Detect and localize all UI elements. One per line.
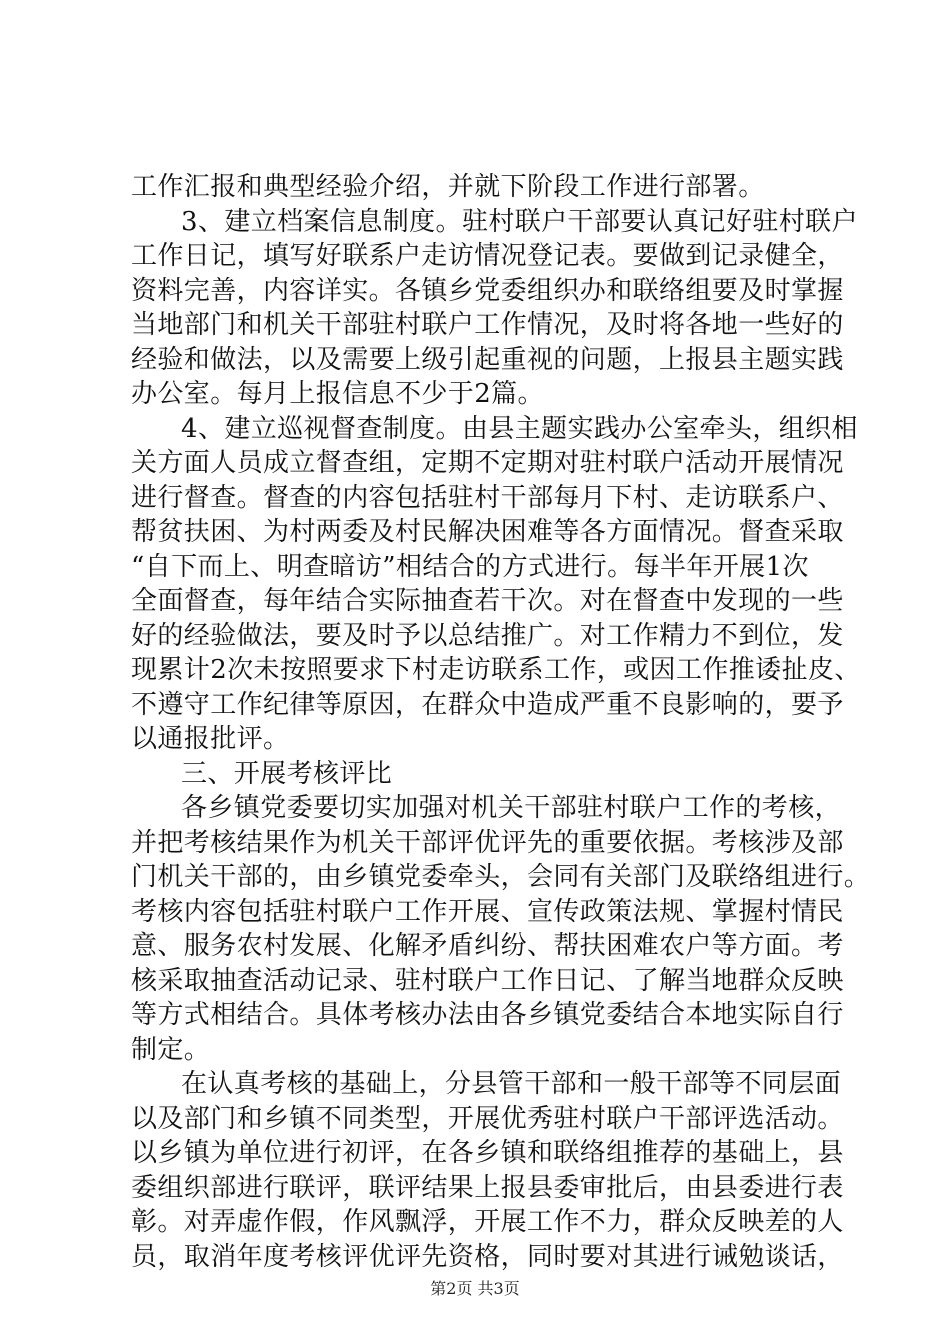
text-line: 门机关干部的，由乡镇党委牵头，会同有关部门及联络组进行。 <box>131 862 871 892</box>
text-line: 以乡镇为单位进行初评，在各乡镇和联络组推荐的基础上，县 <box>131 1138 844 1168</box>
text-line: 在认真考核的基础上，分县管干部和一般干部等不同层面 <box>181 1069 842 1099</box>
text-line: “自下而上、明查暗访”相结合的方式进行。每半年开展1次 <box>131 551 809 582</box>
text-line: 好的经验做法，要及时予以总结推广。对工作精力不到位，发 <box>131 620 844 651</box>
text-line: 彰。对弄虚作假，作风飘浮，开展工作不力，群众反映差的人 <box>131 1207 844 1237</box>
text-line: 现累计2次未按照要求下村走访联系工作，或因工作推诿扯皮、 <box>131 655 861 685</box>
text-line: 各乡镇党委要切实加强对机关干部驻村联户工作的考核， <box>181 793 842 823</box>
text-line: 意、服务农村发展、化解矛盾纠纷、帮扶困难农户等方面。考 <box>131 931 844 961</box>
text-line: 进行督查。督查的内容包括驻村干部每月下村、走访联系户、 <box>131 482 844 513</box>
text-line: 以及部门和乡镇不同类型，开展优秀驻村联户干部评选活动。 <box>131 1103 844 1134</box>
text-line: 办公室。每月上报信息不少于2篇。 <box>131 379 544 409</box>
text-line: 以通报批评。 <box>131 724 290 754</box>
text-line: 委组织部进行联评，联评结果上报县委审批后，由县委进行表 <box>131 1172 844 1203</box>
text-line: 并把考核结果作为机关干部评优评先的重要依据。考核涉及部 <box>131 827 844 858</box>
text-line: 关方面人员成立督查组，定期不定期对驻村联户活动开展情况 <box>131 448 844 478</box>
page-number-footer: 第2页 共3页 <box>430 1279 520 1298</box>
text-line: 帮贫扶困、为村两委及村民解决困难等各方面情况。督查采取 <box>131 517 844 547</box>
text-line: 4、建立巡视督查制度。由县主题实践办公室牵头，组织相 <box>181 413 858 444</box>
text-line: 核采取抽查活动记录、驻村联户工作日记、了解当地群众反映 <box>131 965 844 996</box>
text-line: 等方式相结合。具体考核办法由各乡镇党委结合本地实际自行 <box>131 1000 844 1030</box>
text-line: 全面督查，每年结合实际抽查若干次。对在督查中发现的一些 <box>131 586 844 616</box>
text-line: 经验和做法，以及需要上级引起重视的问题，上报县主题实践 <box>131 344 844 375</box>
text-line: 员，取消年度考核评优评先资格，同时要对其进行诫勉谈话， <box>131 1241 844 1272</box>
text-line: 当地部门和机关干部驻村联户工作情况，及时将各地一些好的 <box>131 310 844 340</box>
text-line: 工作日记，填写好联系户走访情况登记表。要做到记录健全， <box>131 241 844 271</box>
text-line: 三、开展考核评比 <box>181 758 393 789</box>
text-line: 制定。 <box>131 1034 211 1065</box>
text-line: 工作汇报和典型经验介绍，并就下阶段工作进行部署。 <box>131 172 765 202</box>
text-line: 资料完善，内容详实。各镇乡党委组织办和联络组要及时掌握 <box>131 275 844 306</box>
text-line: 3、建立档案信息制度。驻村联户干部要认真记好驻村联户 <box>181 206 858 237</box>
text-line: 考核内容包括驻村联户工作开展、宣传政策法规、掌握村情民 <box>131 896 844 927</box>
text-line: 不遵守工作纪律等原因，在群众中造成严重不良影响的，要予 <box>131 689 844 720</box>
document-body <box>131 170 871 1274</box>
